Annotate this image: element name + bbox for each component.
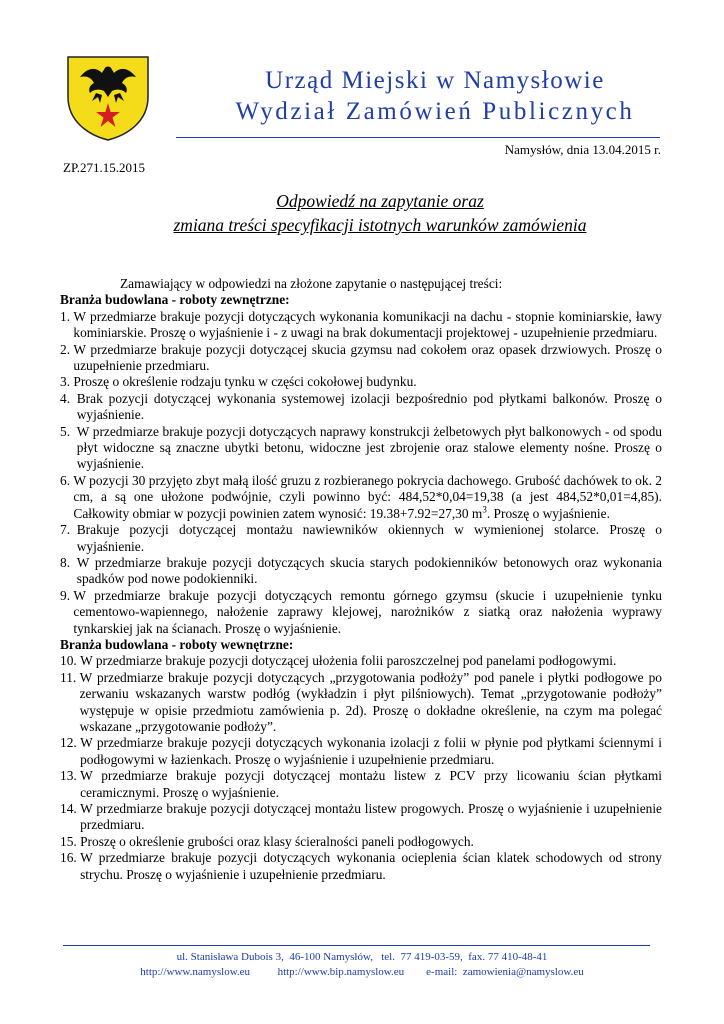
list-item [60,588,662,637]
item-number: 12. [60,735,81,751]
item-number: 13. [60,768,81,784]
item-text [80,653,662,669]
item-number: 7. [60,522,77,538]
item-text [73,309,662,342]
item-text-main: W pozycji 30 przyjęto zbyt małą ilość gruzu z rozbieranego pokrycia dachowego. Grubość dachówek to ok. 2 cm, a są one ułożone podwójnie, czyli powinno być: 484,52*0,04=19,38 (a jest 484,52*0,01=4,85). Całkowity obmiar w pozycji powinien zatem wynosić: 19.38+7.92=27,30 m [73,472,662,521]
item-text-main: W przedmiarze brakuje pozycji dotyczących wykonania izolacji z folii w płynie pod płytkami ściennymi i podłogowymi w łazienkach. Proszę o wyjaśnienie i uzupełnienie przedmiaru. [80,735,662,767]
list-item [60,555,662,588]
department-name: Wydział Zamówień Publicznych [235,98,635,125]
item-number: 16. [60,850,81,866]
item-text-main: W przedmiarze brakuje pozycji dotyczących wykonania ocieplenia ścian klatek schodowych od strony strychu. Proszę o wyjaśnienie i uzupełnienie przedmiaru. [80,850,662,882]
item-number: 9. [60,587,74,603]
item-number: 14. [60,801,81,816]
item-text [80,670,662,736]
document-date: Namysłów, dnia 13.04.2015 r. [504,142,661,157]
list-item [60,424,662,473]
item-text [73,473,662,522]
document-title-line1: Odpowiedź na zapytanie oraz [276,191,484,211]
item-text-main: W przedmiarze brakuje pozycji dotyczącej skucia gzymsu nad cokołem oraz opasek drzwiowych. Proszę o uzupełnienie przedmiaru. [73,341,662,374]
item-text-main: W przedmiarze brakuje pozycji dotyczącej montażu listew progowych. Proszę o wyjaśnienie i uzupełnienie przedmiaru. [80,801,662,833]
item-text [77,555,662,588]
item-number: 2. [60,341,74,357]
item-text [77,391,662,424]
footer-links [0,966,724,979]
item-text-main: Proszę o określenie grubości oraz klasy ścieralności paneli podłogowych. [80,833,474,849]
item-text [73,588,662,637]
list-item [60,850,662,883]
section-heading: Branża budowlana - roboty zewnętrzne: [60,292,290,308]
office-name: Urząd Miejski w Namysłowie [265,67,605,94]
superscript: 3 [482,504,487,515]
item-number: 3. [60,374,74,390]
section-heading: Branża budowlana - roboty wewnętrzne: [60,636,294,652]
item-number: 10. [60,653,81,669]
item-text-main: Proszę o określenie rodzaju tynku w części cokołowej budynku. [73,374,417,390]
list-item [60,522,662,555]
email-link[interactable]: e-mail: zamowienia@namyslow.eu [426,966,584,978]
item-text [80,735,662,768]
item-text-main: W przedmiarze brakuje pozycji dotyczących remontu górnego gzymsu (skucie i uzupełnienie tynku cementowo-wapiennego, nałożenie zaprawy klejowej, narożników z siatką oraz nałożenia wyprawy tynkarskiej jak na ścianach. Proszę o wyjaśnienie. [73,587,662,636]
item-number: 11. [60,669,80,685]
item-text-main: W przedmiarze brakuje pozycji dotyczących skucia starych podokienników betonowych oraz wykonania spadków pod nowe podokienniki. [76,554,662,587]
coat-of-arms-icon [66,55,150,141]
reference-number: ZP.271.15.2015 [63,160,145,175]
item-text-tail: . Proszę o wyjaśnienie. [486,505,610,521]
list-item [60,670,662,736]
item-text [77,522,662,555]
item-text-main: Brakuje pozycji dotyczącej montażu nawiewników okiennych w wymienionej stolarce. Proszę o wyjaśnienie. [76,522,662,554]
list-item [60,473,662,522]
list-item [60,374,662,390]
document-body [60,276,662,883]
item-text [80,801,662,834]
list-item [60,801,662,834]
intro-paragraph: Zamawiający w odpowiedzi na złożone zapytanie o następującej treści: [120,276,503,291]
list-item [60,391,662,424]
item-number: 4. [60,390,77,406]
list-item [60,834,662,850]
item-text [73,374,662,390]
header-divider [176,137,660,138]
list-item [60,653,662,669]
item-number: 15. [60,833,81,849]
item-number: 5. [60,423,77,439]
item-text [77,424,662,473]
bip-link[interactable]: http://www.bip.namyslow.eu [277,966,405,978]
item-text-main: W przedmiarze brakuje pozycji dotyczących wykonania komunikacji na dachu - stopnie kominiarskie, ławy kominiarskie. Proszę o wyjaśnienie i - z uwagi na brak dokumentacji projektowej - uzupełnienie przedmiaru. [73,308,662,341]
item-text [80,850,662,883]
item-text-main: W przedmiarze brakuje pozycji dotyczących naprawy konstrukcji żelbetowych płyt balkonowych - od spodu płyt widoczne są znaczne ubytki betonu, widoczne jest zbrojenie oraz stalowe elementy nośne. Proszę o wyjaśnienie. [76,423,662,472]
list-item [60,342,662,375]
item-text-main: Brak pozycji dotyczącej wykonania systemowej izolacji bezpośrednio pod płytkami balkonów. Proszę o wyjaśnienie. [76,390,662,423]
item-text [80,834,662,850]
list-item [60,735,662,768]
item-text-main: W przedmiarze brakuje pozycji dotyczącej montażu listew z PCV przy licowaniu ścian płytkami ceramicznymi. Proszę o wyjaśnienie. [80,768,662,800]
item-text [80,768,662,801]
document-title-line2: zmiana treści specyfikacji istotnych warunków zamówienia [173,215,587,235]
list-item [60,768,662,801]
item-number: 6. [60,472,74,488]
list-item [60,309,662,342]
item-text-main: W przedmiarze brakuje pozycji dotyczących „przygotowania podłoży” pod panele i płytki podłogowe po zerwaniu wskazanych warstw podłóg (wykładzin i płyt pilśniowych). Temat „przygotowanie podłoży” występuje w opisie przedmiotu zamówienia p. 2d). Proszę o dokładne określenie, na czym ma polegać wskazane „przygotowanie podłoży”. [79,669,662,734]
website-link[interactable]: http://www.namyslow.eu [140,966,251,978]
sections-container [60,292,662,883]
footer-address: ul. Stanisława Dubois 3, 46-100 Namysłów, tel. 77 419-03-59, fax. 77 410-48-41 [176,951,548,963]
item-text [73,342,662,375]
item-number: 8. [60,554,77,570]
item-number: 1. [60,308,74,324]
footer-divider [63,945,650,946]
item-text-main: W przedmiarze brakuje pozycji dotyczącej ułożenia folii paroszczelnej pod panelami podłogowymi. [80,653,617,669]
